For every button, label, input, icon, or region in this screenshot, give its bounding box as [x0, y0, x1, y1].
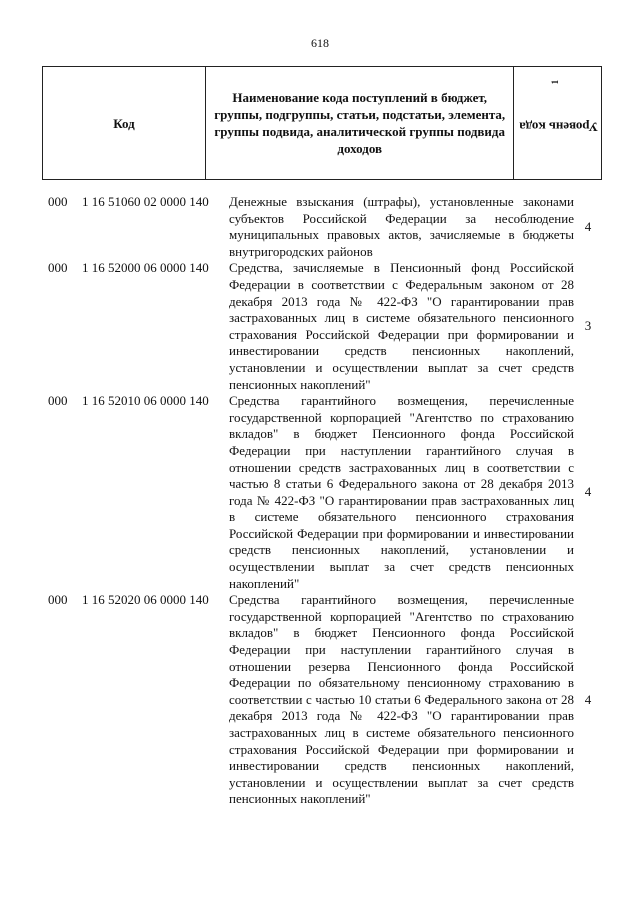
row-level: 3	[584, 318, 592, 334]
header-level	[514, 67, 601, 179]
row-code: 1 16 52000 06 0000 140	[82, 260, 209, 276]
table-row	[42, 393, 602, 592]
table-header	[42, 66, 602, 180]
row-code: 1 16 51060 02 0000 140	[82, 194, 209, 209]
row-admin-code: 000	[48, 194, 68, 209]
header-level-label: Уровень кода	[519, 119, 599, 135]
table-body	[42, 194, 602, 808]
row-name: Средства гарантийного возмещения, перечисленные государственной корпорацией "Агентство по страхованию вкладов" в бюджет Пенсионного фонда Российской Федерации при наступлении гарантийного случая в отношении средств застрахованных лиц в соответствии с частью 8 статьи 6 Федерального закона от 28 декабря 2013 года № 422-ФЗ "О гарантировании прав застрахованных лиц в системе обязательного пенсионного страхования Российской Федерации при формировании и инвестировании средств пенсионных накоплений, установлении и осуществлении выплат за счет средств пенсионных накоплений"	[229, 393, 574, 591]
row-admin-code: 000	[48, 393, 68, 409]
header-level-text	[519, 79, 599, 167]
row-admin-code: 000	[48, 260, 68, 276]
header-level-footnote: 1	[550, 79, 561, 85]
row-code: 1 16 52020 06 0000 140	[82, 592, 209, 608]
table-row	[42, 194, 602, 260]
row-level: 4	[584, 691, 592, 707]
header-name: Наименование кода поступлений в бюджет, группы, подгруппы, статьи, подстатьи, элемента, группы подвида, аналитической группы подвида доходов	[206, 67, 514, 179]
header-code: Код	[43, 67, 206, 179]
row-admin-code: 000	[48, 592, 68, 608]
row-name: Денежные взыскания (штрафы), установленные законами субъектов Российской Федерации за несоблюдение муниципальных правовых актов, зачисляемые в бюджеты внутригородских районов	[229, 194, 574, 259]
row-level: 4	[584, 218, 592, 234]
row-code: 1 16 52010 06 0000 140	[82, 393, 209, 409]
table-row	[42, 260, 602, 393]
row-name: Средства гарантийного возмещения, перечисленные государственной корпорацией "Агентство по страхованию вкладов" в бюджет Пенсионного фонда Российской Федерации при наступлении гарантийного случая в отношении резерва Пенсионного фонда Российской Федерации по обязательному пенсионному страхованию в соответствии с частью 10 статьи 6 Федерального закона от 28 декабря 2013 года № 422-ФЗ "О гарантировании прав застрахованных лиц в системе обязательного пенсионного страхования Российской Федерации при формировании и инвестировании средств пенсионных накоплений, установлении и осуществлении выплат за счет средств пенсионных накоплений"	[229, 592, 574, 807]
page-number: 618	[311, 36, 329, 50]
table-row	[42, 592, 602, 808]
row-level: 4	[584, 484, 592, 500]
row-name: Средства, зачисляемые в Пенсионный фонд Российской Федерации в соответствии с Федеральным законом от 28 декабря 2013 года № 422-ФЗ "О гарантировании прав застрахованных лиц в системе обязательного пенсионного страхования Российской Федерации при формировании и инвестировании средств пенсионных накоплений, установлении и осуществлении выплат за счет средств пенсионных накоплений"	[229, 260, 574, 392]
